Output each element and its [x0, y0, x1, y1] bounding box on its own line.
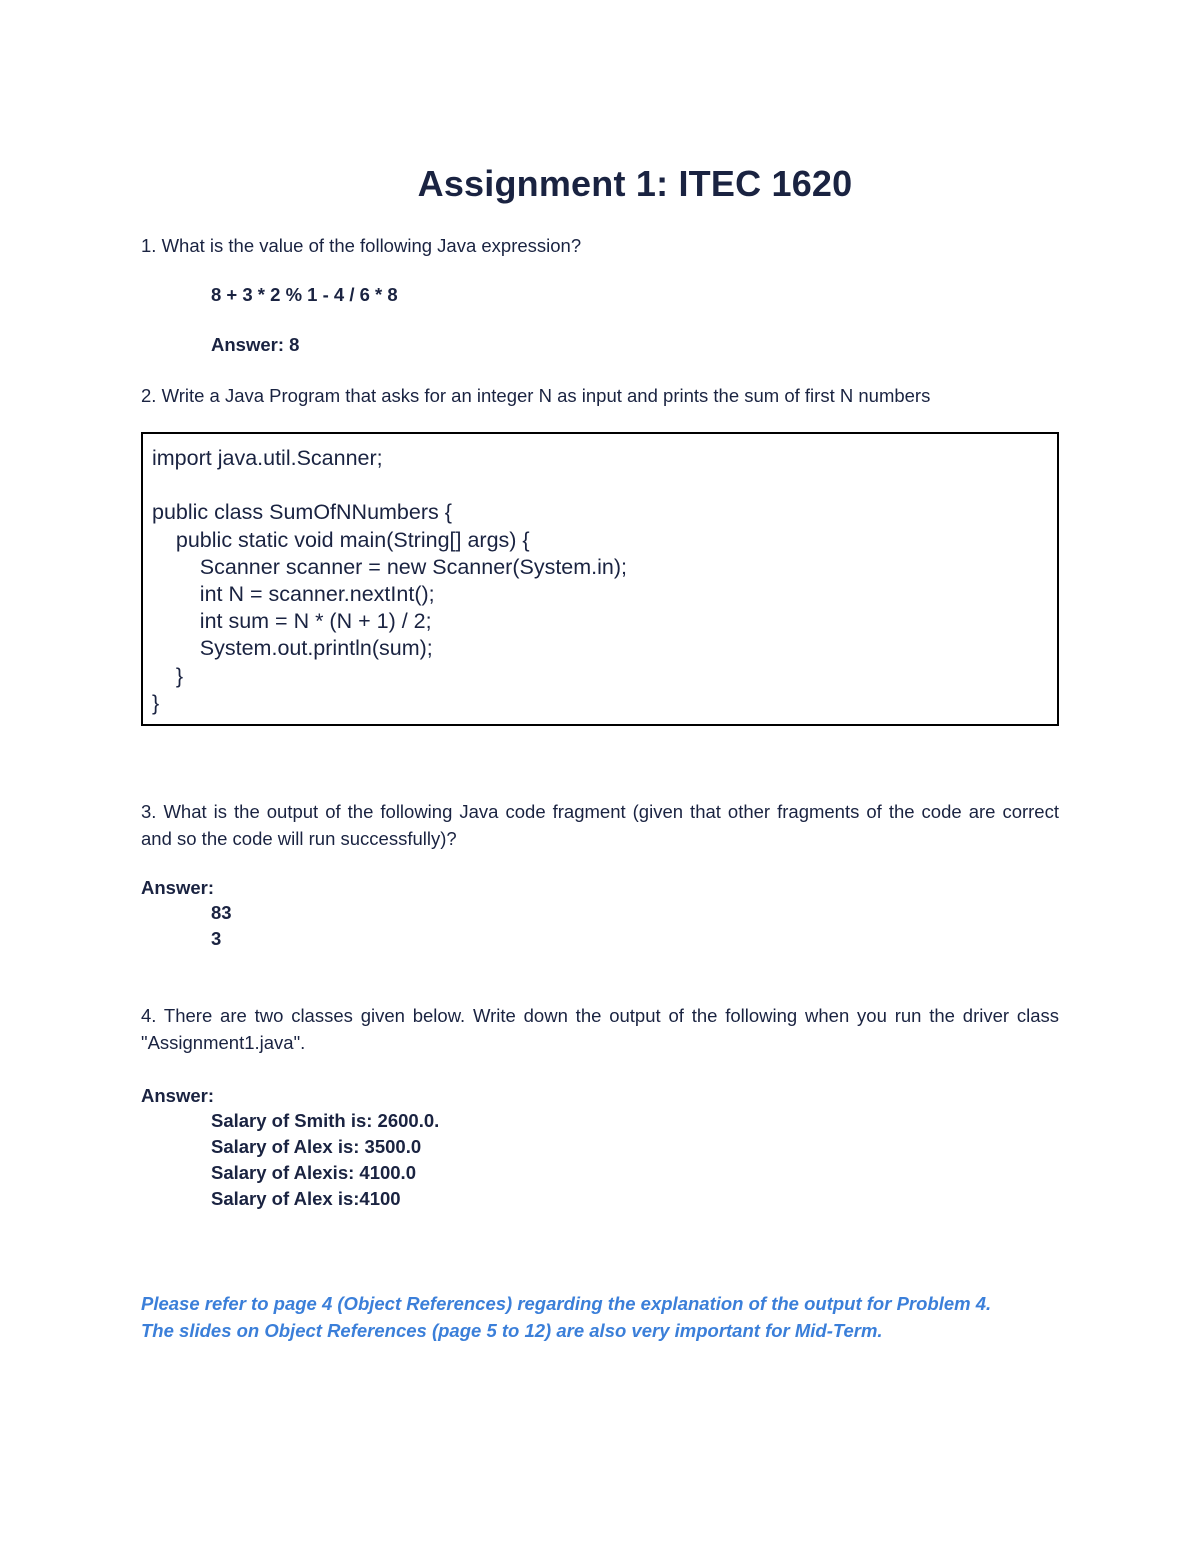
output-line: Salary of Alex is:4100: [211, 1188, 401, 1209]
question-4-answer-label: Answer:: [141, 1085, 214, 1106]
question-3-text: 3. What is the output of the following Java code fragment (given that other fragments of the code are correct and so the code will run successfully)?: [141, 801, 1059, 849]
question-1-expression: 8 + 3 * 2 % 1 - 4 / 6 * 8: [211, 284, 398, 305]
question-4-text: 4. There are two classes given below. Write down the output of the following when you run the driver class "Assignment1.java".: [141, 1005, 1059, 1053]
question-4-output: [211, 1108, 439, 1212]
document-title: Assignment 1: ITEC 1620: [417, 163, 853, 204]
question-3-output: [211, 900, 232, 952]
output-line: Salary of Smith is: 2600.0.: [211, 1110, 440, 1131]
output-line: 83: [211, 902, 232, 923]
code-box: [141, 432, 1059, 726]
question-2-text: 2. Write a Java Program that asks for an integer N as input and prints the sum of first N numbers: [141, 385, 931, 406]
code-line: public class SumOfNNumbers {: [152, 500, 452, 525]
output-line: 3: [211, 928, 222, 949]
code-line: int N = scanner.nextInt();: [152, 581, 435, 606]
output-line: Salary of Alex is: 3500.0: [211, 1136, 422, 1157]
question-3-answer-label: Answer:: [141, 877, 214, 898]
code-listing: [152, 445, 627, 717]
question-1-answer: Answer: 8: [211, 334, 300, 355]
question-1-text: 1. What is the value of the following Java expression?: [141, 235, 582, 256]
output-line: Salary of Alexis: 4100.0: [211, 1162, 416, 1183]
code-line: System.out.println(sum);: [152, 636, 433, 661]
note-line-1: Please refer to page 4 (Object References) regarding the explanation of the output for Problem 4.: [141, 1293, 992, 1314]
code-line: public static void main(String[] args) {: [152, 527, 530, 552]
code-line: }: [152, 663, 184, 688]
code-line: }: [152, 690, 160, 715]
code-line: int sum = N * (N + 1) / 2;: [152, 609, 432, 634]
code-line: Scanner scanner = new Scanner(System.in);: [152, 554, 628, 579]
code-line: [152, 472, 627, 499]
note-line-2: The slides on Object References (page 5 to 12) are also very important for Mid-Term.: [141, 1320, 883, 1341]
code-line: import java.util.Scanner;: [152, 446, 383, 470]
